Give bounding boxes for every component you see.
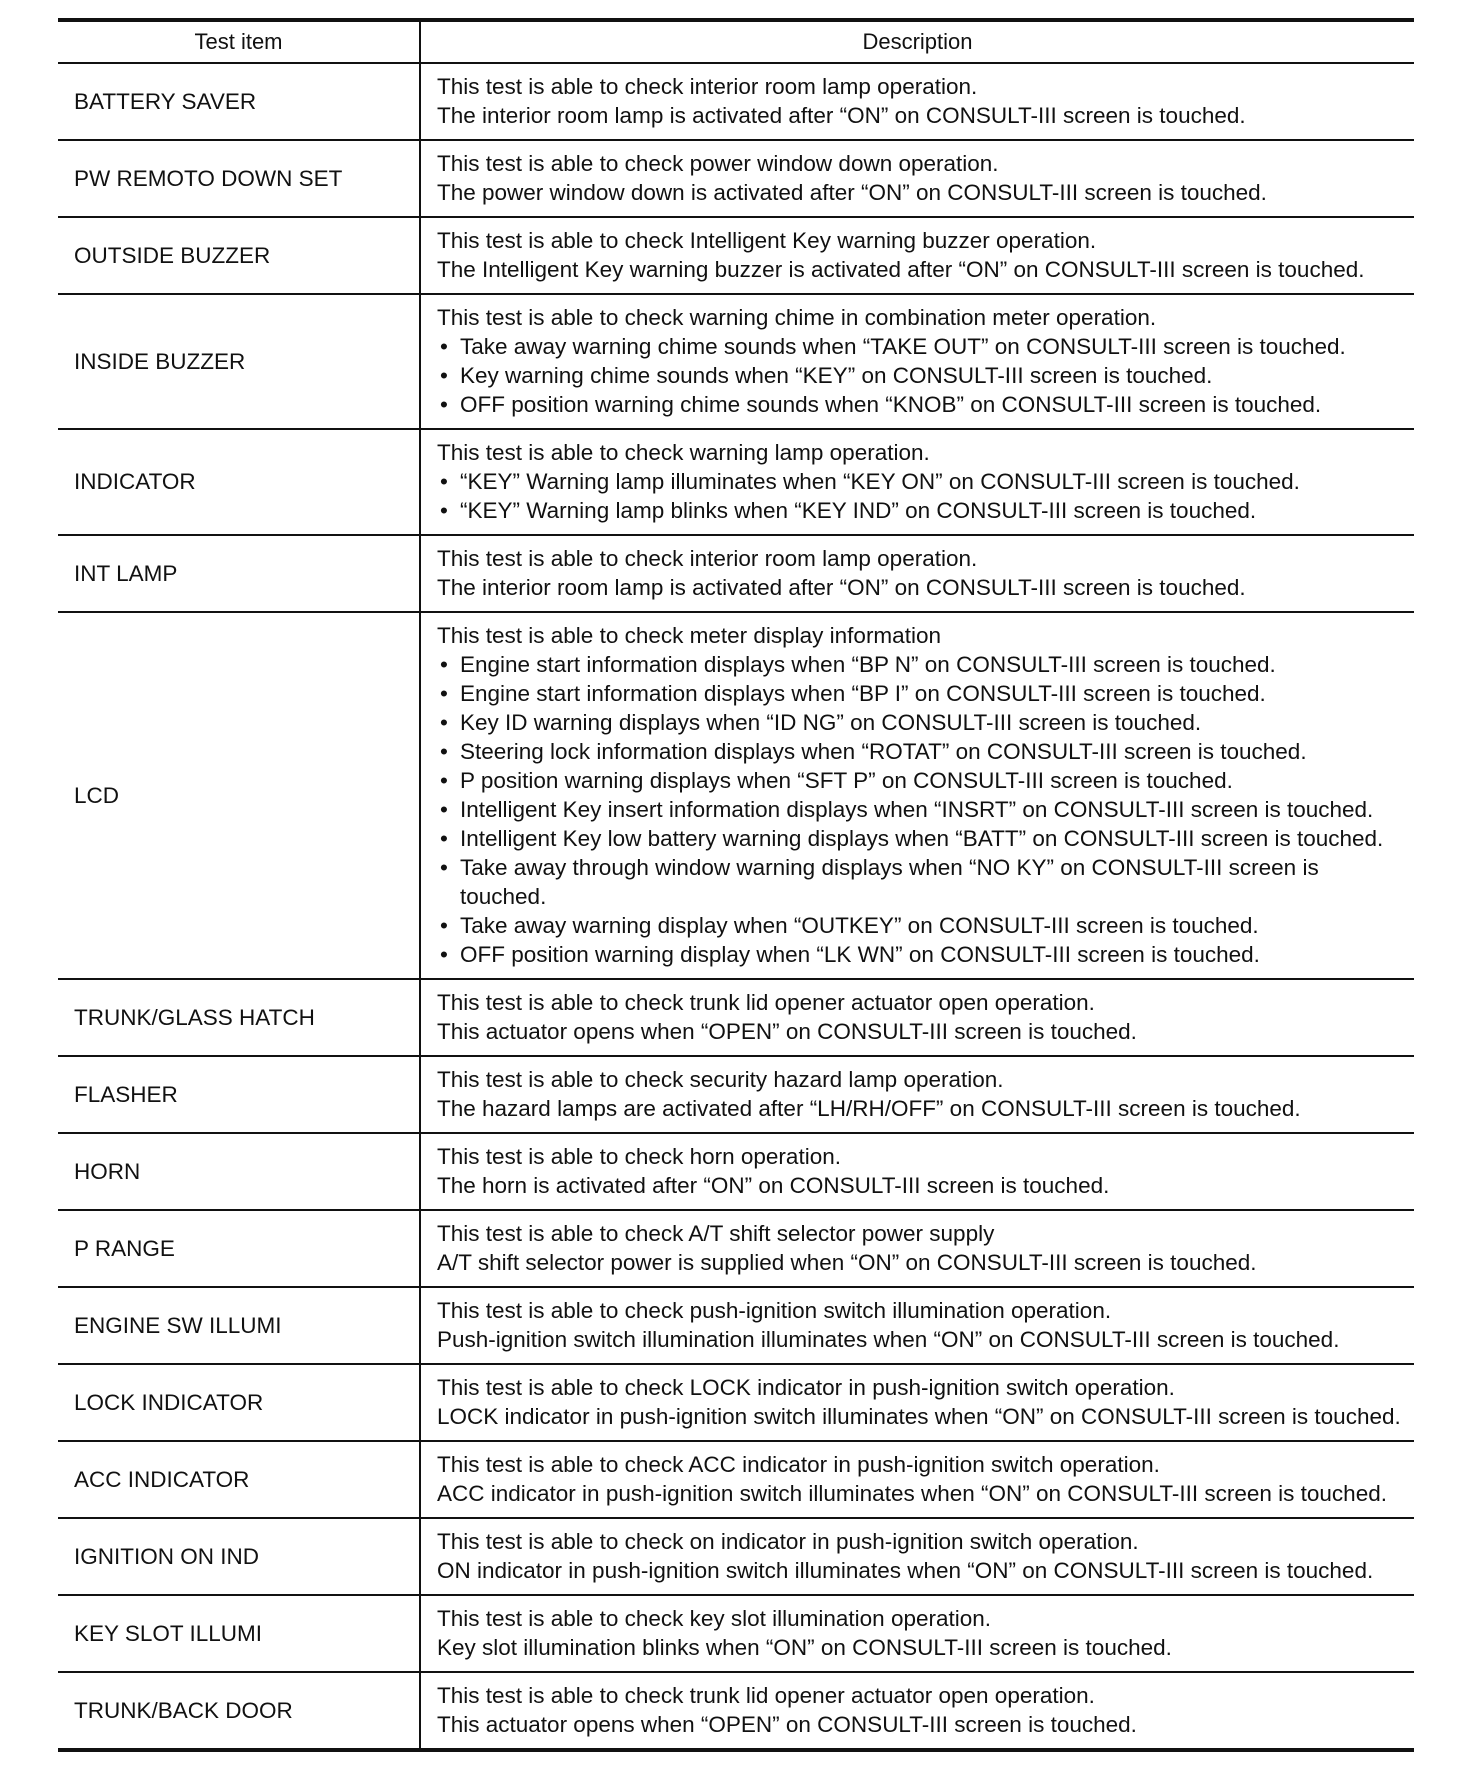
table-row <box>58 294 1414 429</box>
description-line: The hazard lamps are activated after “LH/RH/OFF” on CONSULT-III screen is touched. <box>437 1096 1301 1121</box>
test-item-cell: FLASHER <box>58 1056 420 1133</box>
bullet-list <box>437 332 1404 419</box>
description-line: LOCK indicator in push-ignition switch illuminates when “ON” on CONSULT-III screen is touched. <box>437 1404 1401 1429</box>
description-cell <box>420 217 1414 294</box>
description-line: This test is able to check power window down operation. <box>437 151 999 176</box>
test-item-cell: OUTSIDE BUZZER <box>58 217 420 294</box>
header-description: Description <box>420 20 1414 63</box>
table-row <box>58 217 1414 294</box>
test-item-cell: KEY SLOT ILLUMI <box>58 1595 420 1672</box>
table-row <box>58 1441 1414 1518</box>
test-item-cell: ENGINE SW ILLUMI <box>58 1287 420 1364</box>
bullet-item: • Engine start information displays when “BP N” on CONSULT-III screen is touched. <box>437 650 1404 679</box>
description-line: This test is able to check interior room lamp operation. <box>437 546 978 571</box>
description-cell <box>420 429 1414 535</box>
test-item-cell: P RANGE <box>58 1210 420 1287</box>
description-line: This test is able to check on indicator in push-ignition switch operation. <box>437 1529 1139 1554</box>
bullet-item: • Take away warning display when “OUTKEY” on CONSULT-III screen is touched. <box>437 911 1404 940</box>
description-line: This test is able to check meter display information <box>437 623 941 648</box>
table-row <box>58 1210 1414 1287</box>
table-row <box>58 1518 1414 1595</box>
test-item-cell: HORN <box>58 1133 420 1210</box>
description-cell <box>420 1210 1414 1287</box>
bullet-item: • “KEY” Warning lamp blinks when “KEY IND” on CONSULT-III screen is touched. <box>437 496 1404 525</box>
test-item-cell: BATTERY SAVER <box>58 63 420 140</box>
bullet-item: • OFF position warning chime sounds when “KNOB” on CONSULT-III screen is touched. <box>437 390 1404 419</box>
description-line: The interior room lamp is activated after “ON” on CONSULT-III screen is touched. <box>437 575 1246 600</box>
table-row <box>58 140 1414 217</box>
description-line: ACC indicator in push-ignition switch illuminates when “ON” on CONSULT-III screen is touched. <box>437 1481 1387 1506</box>
header-test-item: Test item <box>58 20 420 63</box>
bullet-list <box>437 467 1404 525</box>
table-row <box>58 1672 1414 1750</box>
bullet-item: • Take away through window warning displays when “NO KY” on CONSULT-III screen is touched. <box>437 853 1404 911</box>
description-cell <box>420 1441 1414 1518</box>
table-row <box>58 1287 1414 1364</box>
bullet-item: • Steering lock information displays when “ROTAT” on CONSULT-III screen is touched. <box>437 737 1404 766</box>
test-item-cell: INSIDE BUZZER <box>58 294 420 429</box>
description-line: Key slot illumination blinks when “ON” on CONSULT-III screen is touched. <box>437 1635 1172 1660</box>
bullet-item: • Intelligent Key insert information displays when “INSRT” on CONSULT-III screen is touched. <box>437 795 1404 824</box>
description-cell <box>420 612 1414 979</box>
description-line: This test is able to check key slot illumination operation. <box>437 1606 992 1631</box>
table-row <box>58 612 1414 979</box>
description-line: This test is able to check ACC indicator in push-ignition switch operation. <box>437 1452 1160 1477</box>
table-row <box>58 63 1414 140</box>
test-item-cell: IGNITION ON IND <box>58 1518 420 1595</box>
bullet-item: • OFF position warning display when “LK WN” on CONSULT-III screen is touched. <box>437 940 1404 969</box>
description-line: ON indicator in push-ignition switch illuminates when “ON” on CONSULT-III screen is touched. <box>437 1558 1374 1583</box>
test-item-cell: ACC INDICATOR <box>58 1441 420 1518</box>
table-row <box>58 1056 1414 1133</box>
test-item-table <box>58 18 1414 1752</box>
table-row <box>58 1133 1414 1210</box>
description-cell <box>420 63 1414 140</box>
description-line: This test is able to check push-ignition switch illumination operation. <box>437 1298 1112 1323</box>
description-line: This test is able to check interior room lamp operation. <box>437 74 978 99</box>
test-item-cell: TRUNK/BACK DOOR <box>58 1672 420 1750</box>
description-line: This test is able to check LOCK indicator in push-ignition switch operation. <box>437 1375 1175 1400</box>
bullet-list <box>437 650 1404 969</box>
test-item-cell: PW REMOTO DOWN SET <box>58 140 420 217</box>
description-line: Push-ignition switch illumination illuminates when “ON” on CONSULT-III screen is touched. <box>437 1327 1340 1352</box>
description-line: A/T shift selector power is supplied when “ON” on CONSULT-III screen is touched. <box>437 1250 1257 1275</box>
bullet-item: • “KEY” Warning lamp illuminates when “KEY ON” on CONSULT-III screen is touched. <box>437 467 1404 496</box>
description-line: This test is able to check A/T shift selector power supply <box>437 1221 995 1246</box>
description-cell <box>420 979 1414 1056</box>
bullet-item: • Key warning chime sounds when “KEY” on CONSULT-III screen is touched. <box>437 361 1404 390</box>
test-item-cell: LCD <box>58 612 420 979</box>
table-row <box>58 429 1414 535</box>
description-line: This test is able to check warning lamp operation. <box>437 440 930 465</box>
table-header-row <box>58 20 1414 63</box>
description-cell <box>420 294 1414 429</box>
test-item-cell: INDICATOR <box>58 429 420 535</box>
table-row <box>58 535 1414 612</box>
description-cell <box>420 1518 1414 1595</box>
description-line: This test is able to check warning chime in combination meter operation. <box>437 305 1157 330</box>
description-cell <box>420 1056 1414 1133</box>
description-line: This test is able to check trunk lid opener actuator open operation. <box>437 1683 1095 1708</box>
description-cell <box>420 1672 1414 1750</box>
description-line: The power window down is activated after “ON” on CONSULT-III screen is touched. <box>437 180 1267 205</box>
bullet-item: • Key ID warning displays when “ID NG” on CONSULT-III screen is touched. <box>437 708 1404 737</box>
description-line: The interior room lamp is activated after “ON” on CONSULT-III screen is touched. <box>437 103 1246 128</box>
description-cell <box>420 1133 1414 1210</box>
table-row <box>58 979 1414 1056</box>
description-line: The Intelligent Key warning buzzer is activated after “ON” on CONSULT-III screen is touched. <box>437 257 1365 282</box>
test-item-cell: INT LAMP <box>58 535 420 612</box>
description-cell <box>420 1595 1414 1672</box>
bullet-item: • Take away warning chime sounds when “TAKE OUT” on CONSULT-III screen is touched. <box>437 332 1404 361</box>
description-cell <box>420 535 1414 612</box>
description-line: This actuator opens when “OPEN” on CONSULT-III screen is touched. <box>437 1019 1137 1044</box>
table-body <box>58 63 1414 1750</box>
table-row <box>58 1595 1414 1672</box>
bullet-item: • Intelligent Key low battery warning displays when “BATT” on CONSULT-III screen is touched. <box>437 824 1404 853</box>
description-line: This test is able to check security hazard lamp operation. <box>437 1067 1004 1092</box>
description-line: This test is able to check horn operation. <box>437 1144 841 1169</box>
bullet-item: • Engine start information displays when “BP I” on CONSULT-III screen is touched. <box>437 679 1404 708</box>
bullet-item: • P position warning displays when “SFT P” on CONSULT-III screen is touched. <box>437 766 1404 795</box>
description-line: This test is able to check Intelligent Key warning buzzer operation. <box>437 228 1097 253</box>
test-item-cell: LOCK INDICATOR <box>58 1364 420 1441</box>
description-cell <box>420 1364 1414 1441</box>
description-cell <box>420 140 1414 217</box>
table-row <box>58 1364 1414 1441</box>
description-line: This actuator opens when “OPEN” on CONSULT-III screen is touched. <box>437 1712 1137 1737</box>
description-line: The horn is activated after “ON” on CONSULT-III screen is touched. <box>437 1173 1110 1198</box>
description-cell <box>420 1287 1414 1364</box>
test-item-cell: TRUNK/GLASS HATCH <box>58 979 420 1056</box>
description-line: This test is able to check trunk lid opener actuator open operation. <box>437 990 1095 1015</box>
